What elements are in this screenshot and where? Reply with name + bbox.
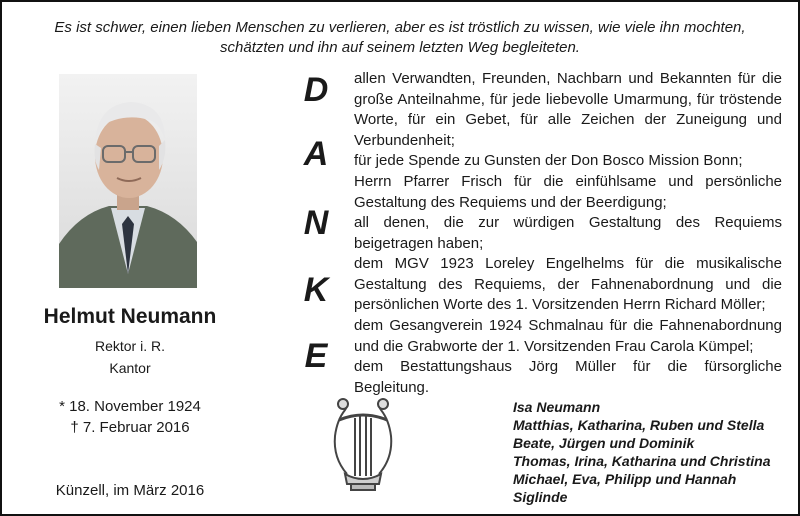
thanks-paragraph-2: für jede Spende zu Gunsten der Don Bosco Mission Bonn; bbox=[354, 152, 743, 169]
thanks-paragraph-5: dem MGV 1923 Loreley Engelhelms für die musikalische Gestaltung des Requiems, der Fahnenabordnung und die persönlichen Worte des 1. Vorsitzenden Herrn Richard Möller; bbox=[354, 255, 782, 313]
danke-letter-n: N bbox=[303, 204, 329, 242]
family-line: Beate, Jürgen und Dominik bbox=[513, 435, 695, 451]
thanks-paragraph-4: all denen, die zur würdigen Gestaltung des Requiems beigetragen haben; bbox=[354, 214, 782, 252]
deceased-name: Helmut Neumann bbox=[43, 305, 217, 328]
intro-text bbox=[22, 18, 778, 58]
intro-line-2: schätzten und ihn auf seinem letzten Weg begleiteten. bbox=[220, 39, 580, 56]
birth-date: * 18. November 1924 bbox=[59, 398, 201, 415]
deceased-title-rektor: Rektor i. R. bbox=[94, 338, 165, 354]
family-line: Thomas, Irina, Katharina und Christina bbox=[513, 453, 771, 469]
portrait-illustration bbox=[59, 74, 197, 288]
place-date: Künzell, im März 2016 bbox=[55, 482, 205, 499]
family-line: Michael, Eva, Philipp und Hannah bbox=[513, 471, 737, 487]
portrait-photo bbox=[59, 74, 197, 288]
family-signatures bbox=[513, 398, 793, 506]
lyre-icon bbox=[327, 396, 399, 496]
deceased-title-kantor: Kantor bbox=[109, 360, 151, 376]
thanks-paragraph-7: dem Bestattungshaus Jörg Müller für die fürsorgliche Begleitung. bbox=[354, 358, 782, 396]
death-date: † 7. Februar 2016 bbox=[70, 419, 190, 436]
danke-letter-d: D bbox=[303, 71, 329, 109]
thanks-paragraph-6: dem Gesangverein 1924 Schmalnau für die Fahnenabordnung und die Grabworte der 1. Vorsitzenden Frau Carola Kümpel; bbox=[354, 317, 782, 355]
danke-letter-a: A bbox=[303, 135, 329, 173]
thanks-paragraph-1: allen Verwandten, Freunden, Nachbarn und Bekannten für die große Anteilnahme, für jede liebevolle Umarmung, für tröstende Worte, für ein Gebet, für alle Zeichen der Zuneigung und Verbundenheit; bbox=[354, 70, 782, 149]
family-line: Siglinde bbox=[513, 489, 568, 505]
thanks-paragraph-3: Herrn Pfarrer Frisch für die einfühlsame und persönliche Gestaltung des Requiems und der Beerdigung; bbox=[354, 173, 782, 211]
intro-line-1: Es ist schwer, einen lieben Menschen zu verlieren, aber es ist tröstlich zu wissen, wie viele ihn mochten, bbox=[54, 19, 746, 36]
danke-letter-e: E bbox=[304, 337, 328, 375]
family-line: Isa Neumann bbox=[513, 399, 601, 415]
family-line: Matthias, Katharina, Ruben und Stella bbox=[513, 417, 765, 433]
danke-letter-k: K bbox=[303, 271, 329, 309]
